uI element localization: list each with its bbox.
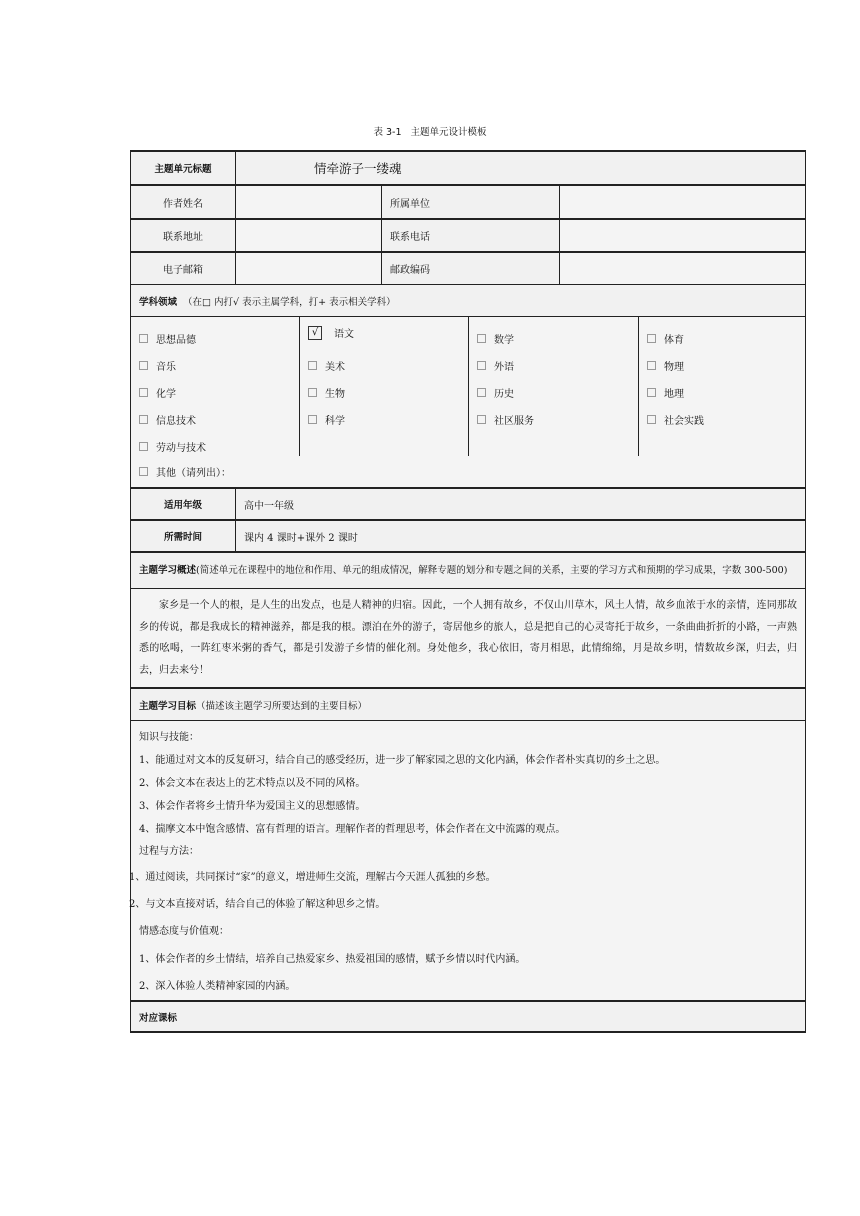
- grade-value[interactable]: 高中一年级: [235, 489, 805, 519]
- unit-title-label: 主题单元标题: [154, 164, 212, 175]
- table-number: 表 3-1: [373, 127, 402, 138]
- unit-design-form: [130, 150, 806, 1033]
- author-label: 作者姓名: [163, 198, 203, 210]
- unit-title-row: [130, 150, 806, 184]
- goal-heading-knowledge: 知识与技能：: [139, 732, 199, 743]
- subject-option-checked[interactable]: √ 语文: [308, 325, 354, 340]
- checkbox-icon[interactable]: [139, 361, 148, 370]
- checkbox-icon[interactable]: [647, 334, 656, 343]
- subject-area-header: [130, 284, 806, 316]
- postcode-label: 邮政编码: [381, 253, 559, 284]
- subject-other-label: 其他（请列出）：: [156, 467, 231, 479]
- goal-line: 4、揣摩文本中饱含感情、富有哲理的语言。理解作者的哲理思考，体会作者在文中流露的观点。: [139, 824, 566, 835]
- checkbox-icon[interactable]: [477, 334, 486, 343]
- subject-area-label: 学科领域: [139, 296, 178, 308]
- unit-field[interactable]: [559, 186, 805, 218]
- author-row: [130, 184, 806, 218]
- unit-title-value[interactable]: 情牵游子一缕魂: [235, 152, 805, 184]
- goals-header: [130, 687, 806, 720]
- goals-note: （描述该主题学习所要达到的主要目标）: [196, 700, 368, 712]
- checkbox-icon[interactable]: [308, 361, 317, 370]
- standards-label: 对应课标: [139, 1012, 178, 1024]
- subject-option[interactable]: 地理: [647, 385, 684, 400]
- table-caption: [0, 124, 860, 138]
- subject-option[interactable]: 数学: [477, 331, 514, 346]
- goal-line: 2、体会文本在表达上的艺术特点以及不同的风格。: [139, 778, 366, 789]
- email-field[interactable]: [235, 253, 381, 284]
- subject-option[interactable]: 外语: [477, 358, 514, 373]
- subject-option[interactable]: 劳动与技术: [139, 439, 206, 454]
- address-field[interactable]: [235, 220, 381, 251]
- address-label: 联系地址: [163, 232, 203, 243]
- address-row: [130, 218, 806, 251]
- goals-body: [130, 720, 806, 1000]
- goal-line: 1、体会作者的乡土情结，培养自己热爱家乡、热爱祖国的感情，赋予乡情以时代内涵。: [139, 954, 526, 965]
- goal-line: 2、深入体验人类精神家园的内涵。: [139, 981, 296, 992]
- subject-option[interactable]: 化学: [139, 385, 176, 400]
- checkbox-icon[interactable]: [139, 415, 148, 424]
- grade-row: [130, 487, 806, 519]
- checkbox-icon[interactable]: [647, 388, 656, 397]
- goal-line: 1、能通过对文本的反复研习，结合自己的感受经历，进一步了解家园之思的文化内涵，体会作者朴实真切的乡土之思。: [139, 755, 666, 766]
- time-value[interactable]: 课内 4 课时+课外 2 课时: [235, 521, 805, 551]
- unit-label: 所属单位: [381, 186, 559, 218]
- checkbox-icon[interactable]: [139, 388, 148, 397]
- subject-option[interactable]: 体育: [647, 331, 684, 346]
- subject-checkbox-grid: [130, 316, 806, 455]
- subject-column-1: [131, 317, 300, 456]
- overview-note: (简述单元在课程中的地位和作用、单元的组成情况，解释专题的划分和专题之间的关系，主要的学习方式和预期的学习成果，字数 300-500): [196, 565, 788, 576]
- subject-area-note: （在□ 内打√ 表示主属学科，打+ 表示相关学科）: [183, 296, 396, 308]
- overview-label: 主题学习概述: [139, 565, 197, 576]
- subject-column-4: [639, 317, 805, 456]
- time-label: 所需时间: [163, 532, 202, 543]
- email-label: 电子邮箱: [163, 265, 203, 276]
- goal-heading-process: 过程与方法：: [139, 846, 199, 857]
- table-title: 主题单元设计模板: [410, 127, 487, 138]
- subject-option[interactable]: 物理: [647, 358, 684, 373]
- subject-other-row: [130, 455, 806, 487]
- subject-option[interactable]: 信息技术: [139, 412, 196, 427]
- checkbox-icon[interactable]: [139, 467, 148, 476]
- subject-column-2: [300, 317, 469, 456]
- checkbox-icon[interactable]: [139, 442, 148, 451]
- goal-line: 2、与文本直接对话，结合自己的体验了解这种思乡之情。: [129, 899, 386, 910]
- overview-text[interactable]: 家乡是一个人的根，是人生的出发点，也是人精神的归宿。因此，一个人拥有故乡，不仅山川草木，风土人情，故乡血浓于水的亲情，连同那故乡的传说，都是我成长的精神滋养，都是我的根。漂泊在外的游子，寄居他乡的旅人，总是把自己的心灵寄托于故乡，一条曲曲折折的小路，一声熟悉的吆喝，一阵红枣米粥的香气，都是引发游子乡情的催化剂。身处他乡，我心依旧，寄月相思，此情绵绵，月是故乡明，情数故乡深，归去，归去，归去来兮！: [139, 600, 797, 676]
- goal-heading-attitude: 情感态度与价值观：: [139, 926, 229, 937]
- subject-option[interactable]: 思想品德: [139, 331, 196, 346]
- subject-option[interactable]: 历史: [477, 385, 514, 400]
- checkbox-icon[interactable]: [308, 388, 317, 397]
- subject-option[interactable]: 社会实践: [647, 412, 704, 427]
- author-field[interactable]: [235, 186, 381, 218]
- goal-line: 3、体会作者将乡土情升华为爱国主义的思想感情。: [139, 801, 366, 812]
- standards-row: [130, 1000, 806, 1033]
- checkbox-icon[interactable]: [647, 361, 656, 370]
- goals-label: 主题学习目标: [139, 700, 197, 712]
- checked-checkbox-icon[interactable]: √: [308, 326, 322, 340]
- checkbox-icon[interactable]: [477, 361, 486, 370]
- checkbox-icon[interactable]: [308, 415, 317, 424]
- subject-option[interactable]: 生物: [308, 385, 345, 400]
- grade-label: 适用年级: [163, 500, 202, 511]
- overview-body: [130, 588, 806, 687]
- postcode-field[interactable]: [559, 253, 805, 284]
- checkbox-icon[interactable]: [477, 388, 486, 397]
- goal-line: 1、通过阅读，共同探讨“家”的意义，增进师生交流，理解古今天涯人孤独的乡愁。: [129, 872, 496, 883]
- subject-option[interactable]: 美术: [308, 358, 345, 373]
- phone-field[interactable]: [559, 220, 805, 251]
- checkbox-icon[interactable]: [477, 415, 486, 424]
- subject-column-3: [469, 317, 639, 456]
- overview-header: [130, 551, 806, 588]
- subject-option[interactable]: 科学: [308, 412, 345, 427]
- subject-option[interactable]: 社区服务: [477, 412, 534, 427]
- checkbox-icon[interactable]: [647, 415, 656, 424]
- subject-option[interactable]: 音乐: [139, 358, 176, 373]
- checkbox-icon[interactable]: [139, 334, 148, 343]
- email-row: [130, 251, 806, 284]
- phone-label: 联系电话: [381, 220, 559, 251]
- time-row: [130, 519, 806, 551]
